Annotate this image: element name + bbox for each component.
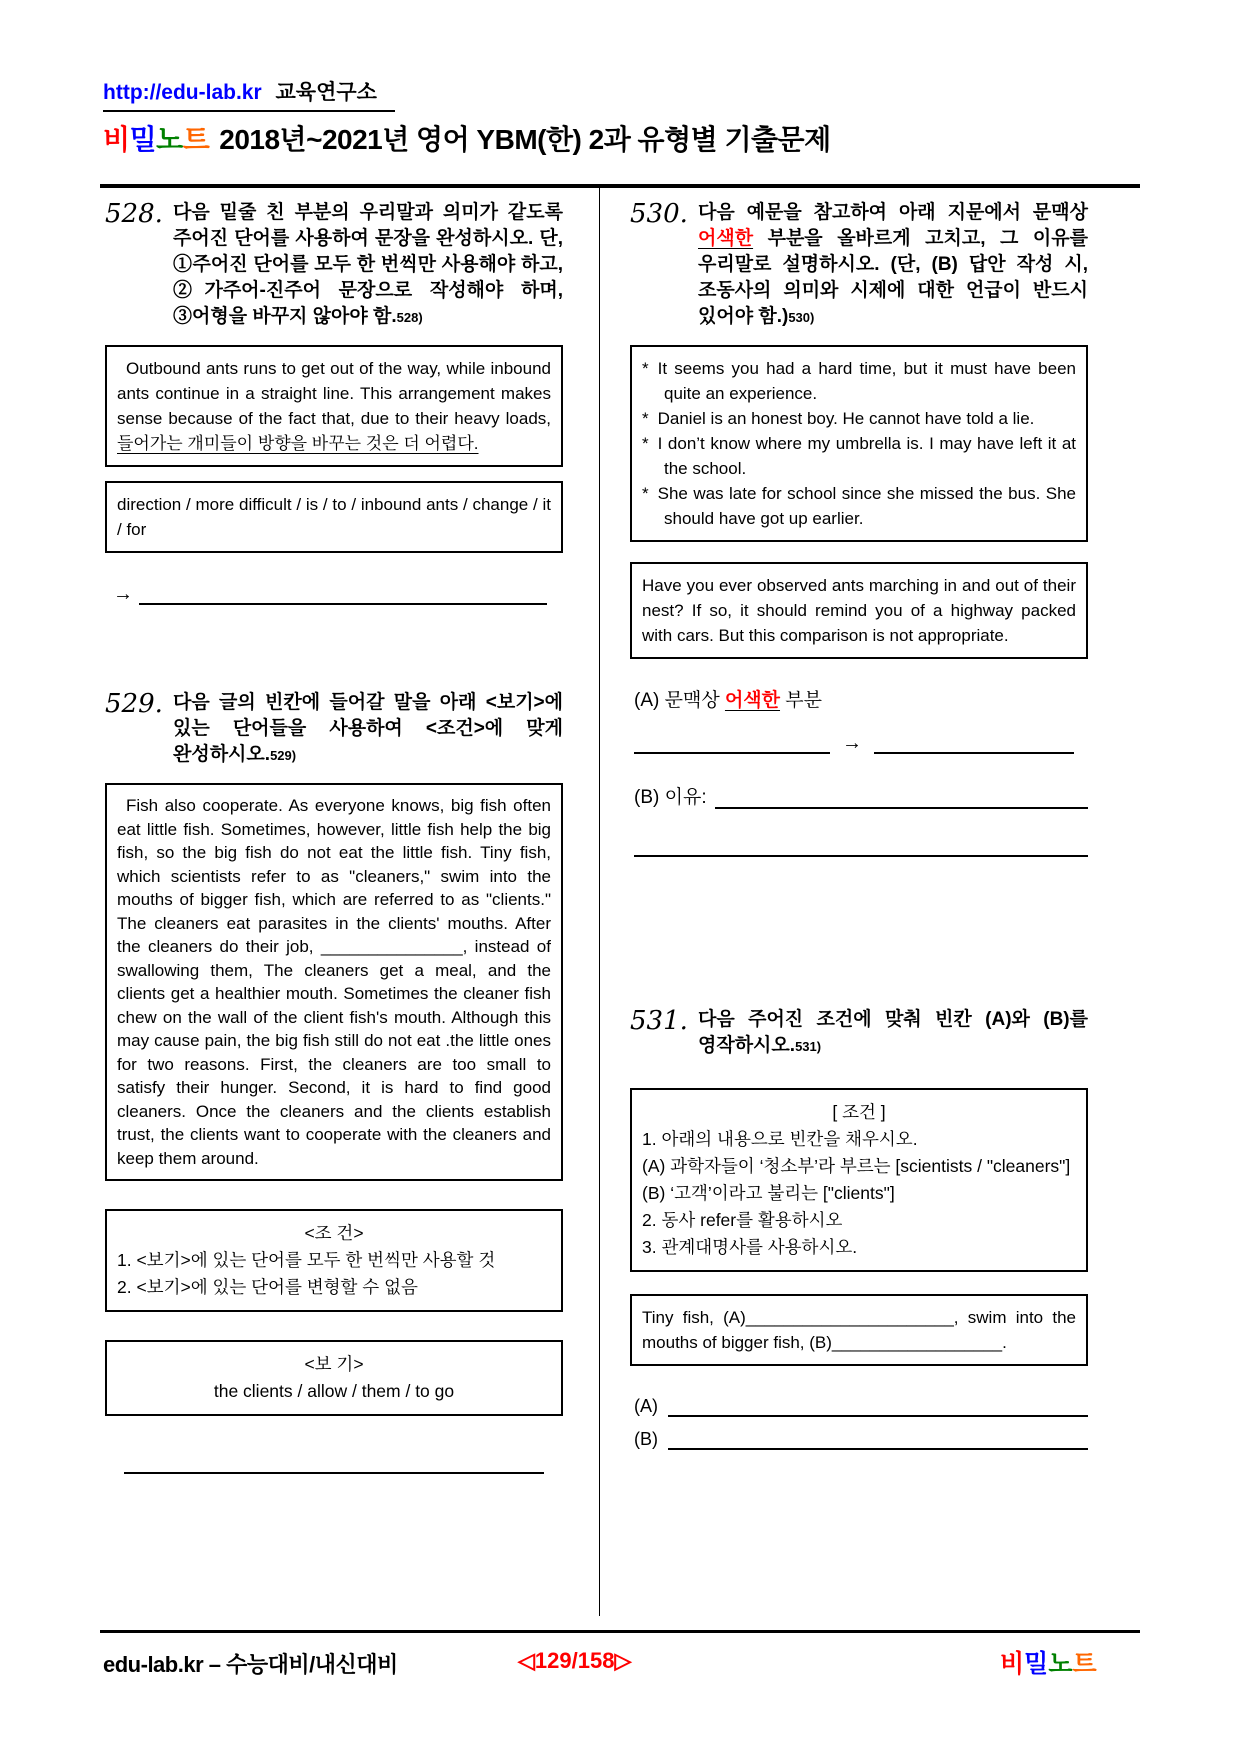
question-530-part-b-answer (630, 782, 1088, 809)
part-a-suffix: 부분 (780, 690, 823, 711)
example-item-1 (642, 356, 1076, 406)
question-530-prompt (698, 200, 1088, 331)
brand-char-3: 노 (1048, 1650, 1073, 1678)
asterisk-bullet-icon: * (642, 359, 649, 378)
question-530-part-a-answer (630, 732, 1088, 754)
question-529-passage-box (105, 783, 563, 1181)
condition-531-line-2: (A) 과학자들이 ‘청소부’라 부르는 [scientists / "cleaners"] (642, 1156, 1071, 1176)
question-528 (105, 200, 563, 331)
question-531 (630, 1007, 1088, 1060)
footnote-ref-529: 529) (270, 748, 297, 763)
brand-logo (103, 124, 209, 155)
brand-char-1: 비 (103, 124, 130, 155)
condition-531-line-4: 2. 동사 refer를 활용하시오 (642, 1210, 843, 1230)
example-text-4: She was late for school since she missed the bus. She should have got up earlier. (657, 484, 1076, 528)
asterisk-bullet-icon: * (642, 409, 649, 428)
question-530-part-a-label (630, 685, 1088, 712)
question-530-passage-box (630, 562, 1088, 659)
condition-531-title: [ 조건 ] (832, 1102, 886, 1122)
question-531-prompt (698, 1007, 1088, 1060)
question-529 (105, 690, 563, 769)
question-529-condition-box (105, 1209, 563, 1312)
example-item-4 (642, 481, 1076, 531)
question-529-prompt-text: 다음 글의 빈칸에 들어갈 말을 아래 <보기>에 있는 단어들을 사용하여 <조건>에 맞게 완성하시오. (173, 692, 563, 765)
part-b-label: (B) 이유: (634, 787, 707, 808)
answer-blank-528 (139, 585, 547, 605)
example-text-2: Daniel is an honest boy. He cannot have told a lie. (657, 409, 1035, 428)
question-531-fill-box (630, 1294, 1088, 1366)
footnote-ref-528: 528) (396, 310, 423, 325)
question-528-prompt (173, 200, 563, 331)
condition-box-title: <조 건> (304, 1223, 364, 1243)
question-531-answer-a (630, 1396, 1088, 1417)
question-528-prompt-text: 다음 밑줄 친 부분의 우리말과 의미가 같도록 주어진 단어를 사용하여 문장을 완성하시오. 단, ①주어진 단어를 모두 한 번씩만 사용해야 하고, ②가주어-진주어 문장으로 작성해야 하며, ③어형을 바꾸지 않아야 함. (173, 202, 563, 327)
question-531-answer-b (630, 1429, 1088, 1450)
question-530-part-b-answer-2 (630, 837, 1088, 857)
brand-char-2: 밀 (129, 124, 157, 155)
question-530-examples-box (630, 345, 1088, 542)
brand-char-1: 비 (1000, 1650, 1025, 1678)
site-header (103, 76, 395, 112)
question-530-prompt-before: 다음 예문을 참고하여 아래 지문에서 문맥상 (698, 202, 1088, 223)
header-divider-rule (100, 184, 1140, 188)
right-column (630, 200, 1088, 1450)
passage-530-text: Have you ever observed ants marching in and out of their nest? If so, it should remind you of a highway packed with cars. But this comparison is not appropriate. (642, 576, 1076, 645)
question-531-number: 531. (630, 1006, 688, 1036)
condition-line-2: 2. <보기>에 있는 단어를 변형할 수 없음 (117, 1277, 418, 1297)
answer-blank-530-wrong (634, 734, 830, 754)
site-url-link[interactable]: http://edu-lab.kr (103, 81, 262, 104)
question-528-answer-line (105, 583, 563, 605)
footnote-ref-530: 530) (788, 310, 815, 325)
part-a-highlight: 어색한 (724, 690, 781, 711)
asterisk-bullet-icon: * (642, 434, 649, 453)
brand-char-3: 노 (156, 124, 183, 155)
arrow-right-icon: → (113, 583, 133, 605)
column-divider-rule (599, 188, 600, 1616)
left-column (105, 200, 563, 1479)
page-title (103, 118, 831, 158)
title-text: 2018년~2021년 영어 YBM(한) 2과 유형별 기출문제 (219, 124, 831, 155)
footer-site-text: edu-lab.kr – 수능대비/내신대비 (103, 1652, 398, 1677)
wordbank-box-title: <보 기> (304, 1354, 364, 1374)
question-530-number: 530. (630, 199, 688, 229)
asterisk-bullet-icon: * (642, 484, 649, 503)
answer-a-label: (A) (634, 1396, 658, 1416)
example-item-3 (642, 431, 1076, 481)
condition-531-line-3: (B) ‘고객’이라고 불리는 ["clients"] (642, 1183, 895, 1203)
question-529-answer-line (105, 1454, 563, 1479)
part-a-prefix: (A) 문맥상 (634, 690, 725, 711)
question-528-number: 528. (105, 199, 163, 229)
answer-blank-531-a (668, 1397, 1088, 1417)
answer-blank-529 (124, 1454, 544, 1474)
answer-b-label: (B) (634, 1429, 658, 1449)
condition-line-1: 1. <보기>에 있는 단어를 모두 한 번씩만 사용할 것 (117, 1250, 496, 1270)
answer-blank-530-reason-1 (715, 789, 1088, 809)
footnote-ref-531: 531) (795, 1039, 822, 1054)
footer-divider-rule (100, 1630, 1140, 1633)
question-530 (630, 200, 1088, 331)
brand-char-4: 트 (182, 124, 210, 155)
brand-char-4: 트 (1072, 1650, 1097, 1678)
fill-sentence: Tiny fish, (A)______________________, swim into the mouths of bigger fish, (B)__________________. (642, 1308, 1076, 1352)
example-text-3: I don’t know where my umbrella is. I may have left it at the school. (657, 434, 1076, 478)
condition-531-line-5: 3. 관계대명사를 사용하시오. (642, 1237, 858, 1257)
brand-char-2: 밀 (1024, 1650, 1049, 1678)
condition-531-line-1: 1. 아래의 내용으로 빈칸을 채우시오. (642, 1129, 918, 1149)
passage-english: Outbound ants runs to get out of the way, while inbound ants continue in a straight line. This arrangement makes sense because of the fact that, due to their heavy loads, (117, 359, 551, 428)
wordbank-words: the clients / allow / them / to go (213, 1381, 455, 1401)
question-529-prompt (173, 690, 563, 769)
question-529-number: 529. (105, 689, 163, 719)
answer-blank-531-b (668, 1430, 1088, 1450)
answer-blank-530-reason-2 (634, 837, 1088, 857)
question-530-prompt-highlight: 어색한 (698, 228, 754, 249)
site-label: 교육연구소 (275, 81, 377, 104)
passage-korean-underlined: 들어가는 개미들이 방향을 바꾸는 것은 더 어렵다. (117, 434, 479, 453)
question-529-wordbank-box (105, 1340, 563, 1416)
passage-529-text: Fish also cooperate. As everyone knows, big fish often eat little fish. Sometimes, however, little fish help the big fish, so the big fish do not eat the little fish. Tiny fish, which scientists refer to as "cleaners," swim into the mouths of bigger fish, which are referred to as "clients." The cleaners eat parasites in the clients' mouths. After the cleaners do their job, _______________, instead of swallowing them, The cleaners get a meal, and the clients get a healthier mouth. Sometimes the cleaner fish chew on the wall of the client fish's mouth. Although this may cause pain, the big fish still do not eat .the little ones for two reasons. First, the cleaners are too small to satisfy their hunger. Second, it is hard to find good cleaners. Once the cleaners and the clients establish trust, the clients want to cooperate with the cleaners and keep them around. (117, 796, 551, 1168)
answer-blank-530-correct (874, 734, 1074, 754)
question-528-passage-box (105, 345, 563, 467)
question-531-prompt-text: 다음 주어진 조건에 맞춰 빈칸 (A)와 (B)를 영작하시오. (698, 1009, 1088, 1056)
wordbank-text: direction / more difficult / is / to / inbound ants / change / it / for (117, 495, 551, 539)
example-text-1: It seems you had a hard time, but it must have been quite an experience. (657, 359, 1076, 403)
question-528-wordbank-box (105, 481, 563, 553)
arrow-right-icon: → (842, 732, 862, 754)
footer-brand-logo (1000, 1644, 1097, 1680)
question-531-condition-box (630, 1088, 1088, 1272)
example-item-2 (642, 406, 1076, 431)
question-530-prompt-after: 부분을 올바르게 고치고, 그 이유를 우리말로 설명하시오. (단, (B) 답안 작성 시, 조동사의 의미와 시제에 대한 언급이 반드시 있어야 함.) (698, 228, 1088, 327)
page-number: ◁129/158▷ (518, 1648, 632, 1673)
